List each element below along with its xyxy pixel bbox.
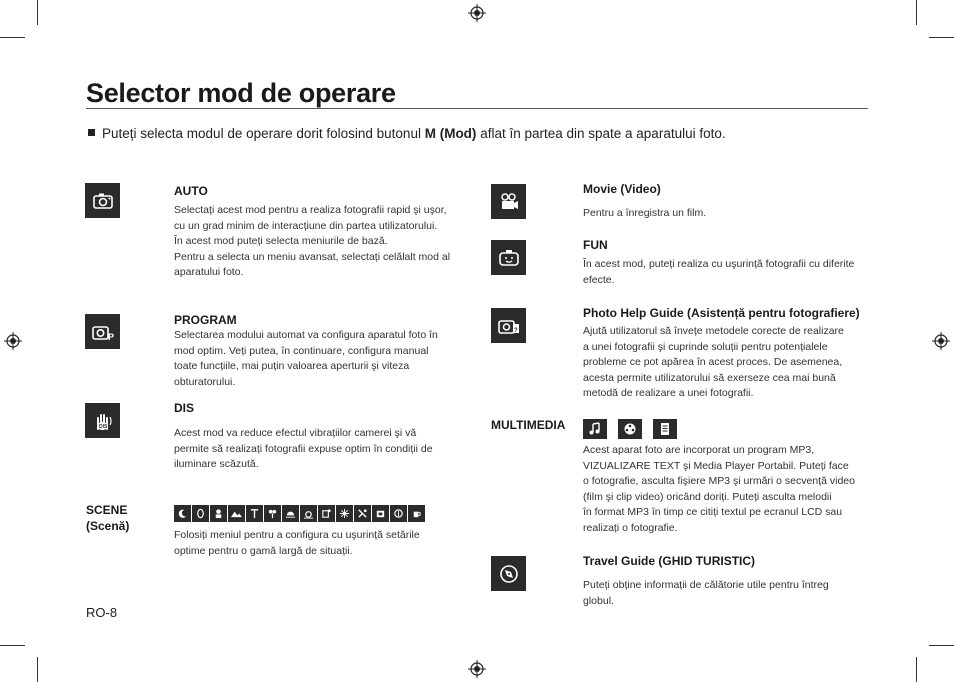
crop-mark [37,657,38,682]
desc-line: metodă de realizare a unei fotografii. [583,387,754,400]
scene-heading-line: (Scenă) [86,519,130,533]
camera-auto-icon [85,183,120,218]
desc-line: realizați o fotografie. [583,521,678,534]
food-icon [390,505,407,522]
intro-bold: M (Mod) [424,126,477,141]
desc-line: aparatului foto. [174,266,244,279]
auto-description [174,203,470,281]
travel-heading: Travel Guide (GHID TURISTIC) [583,554,756,568]
scene-heading [86,502,129,534]
photo-help-description [583,324,879,402]
dis-hand-icon [85,403,120,438]
travel-description [583,578,879,609]
crop-mark [916,0,917,25]
crop-mark [929,37,954,38]
crop-mark [0,37,25,38]
text-icon [246,505,263,522]
crop-mark [929,645,954,646]
cafe-icon [408,505,425,522]
children-icon [210,505,227,522]
movie-description [583,206,879,222]
registration-mark-icon [932,332,950,350]
desc-line: Folosiți meniul pentru a configura cu uşurință setările [174,529,420,541]
dis-heading: DIS [174,401,195,415]
desc-line: acesta permite utilizatorului să exerseze cea mai bună [583,371,836,384]
film-reel-icon [618,419,642,439]
desc-line: în format MP3 în timp ce citiți textul pe ecranul LCD sau [583,506,843,519]
multimedia-heading: MULTIMEDIA [491,418,566,432]
beach-snow-icon [354,505,371,522]
photo-help-icon [491,308,526,343]
music-note-icon [583,419,607,439]
landscape-icon [228,505,245,522]
desc-line: Pentru a înregistra un film. [583,207,707,219]
desc-line: Ajută utilizatorul să învețe metodele corecte de realizare [583,325,844,337]
crop-mark [916,657,917,682]
camera-program-icon [85,314,120,349]
intro-before: Puteți selecta modul de operare dorit folosind butonul [102,126,425,141]
dawn-icon [300,505,317,522]
desc-line: mod optim. Veți putea, în continuare, configura manual [174,344,429,357]
compass-icon [491,556,526,591]
scene-description [174,528,470,559]
fun-face-icon [491,240,526,275]
svg-text:DIS: DIS [98,423,107,430]
self-shot-icon [372,505,389,522]
fun-description [583,257,879,288]
crop-mark [0,645,25,646]
bullet-square-icon [88,129,95,136]
crop-mark [37,0,38,25]
desc-line: obturatorului. [174,375,236,388]
scene-icon-strip [174,505,425,522]
desc-line: permite să realizați fotografii expuse optim în condiții de [174,442,433,455]
program-description [174,328,470,390]
intro-text [88,126,726,141]
desc-line: Acest mod va reduce efectul vibrațiilor camerei şi vă [174,427,417,439]
intro-after: aflat în partea din spate a aparatului foto. [476,126,726,141]
desc-line: iluminare scăzută. [174,458,259,471]
movie-camera-icon [491,184,526,219]
portrait-icon [192,505,209,522]
title-rule [86,108,868,109]
svg-text:?: ? [513,327,518,334]
text-document-icon [653,419,677,439]
multimedia-description [583,443,879,537]
desc-line: Puteți obține informații de călătorie utile pentru întreg [583,579,829,591]
closeup-icon [264,505,281,522]
desc-line: Pentru a selecta un meniu avansat, selectați celălalt mod al [174,250,451,263]
sunset-icon [282,505,299,522]
fireworks-icon [336,505,353,522]
desc-line: probleme ce pot apărea în acest proces. De asemenea, [583,356,843,369]
multimedia-icon-strip [583,419,677,439]
page-title: Selector mod de operare [86,78,396,108]
desc-line: (film şi clip video) oricând doriți. Puteți asculta melodii [583,490,832,503]
fun-heading: FUN [583,238,608,252]
registration-mark-icon [4,332,22,350]
desc-line: cu un grad minim de interacțiune din partea utilizatorului. [174,219,438,232]
svg-text:P: P [107,331,114,342]
desc-line: a unei fotografii şi cuprinde soluții pentru potențialele [583,340,828,353]
scene-heading-line: SCENE [86,503,128,517]
program-heading: PROGRAM [174,313,237,327]
desc-line: globul. [583,594,614,607]
auto-heading: AUTO [174,184,208,198]
movie-heading: Movie (Video) [583,182,661,196]
registration-mark-icon [468,660,486,678]
desc-line: efecte. [583,273,615,286]
desc-line: Selectarea modului automat va configura aparatul foto în [174,329,438,341]
desc-line: optime pentru o gamă largă de situații. [174,544,353,557]
desc-line: VIZUALIZARE TEXT şi Media Player Portabil. Puteți face [583,459,849,472]
dis-description [174,426,470,473]
desc-line: Selectați acest mod pentru a realiza fotografii rapid şi uşor, [174,204,447,216]
backlight-icon [318,505,335,522]
photo-help-heading: Photo Help Guide (Asistență pentru fotografiere) [583,306,860,320]
desc-line: În acest mod puteți selecta meniurile de bază. [174,235,388,248]
page-number: RO-8 [86,605,118,620]
desc-line: Acest aparat foto are incorporat un program MP3, [583,444,815,456]
desc-line: În acest mod, puteți realiza cu uşurință fotografii cu diferite [583,258,855,270]
desc-line: o fotografie, asculta fişiere MP3 şi urmări o secvență video [583,475,855,488]
registration-mark-icon [468,4,486,22]
night-icon [174,505,191,522]
desc-line: toate funcțiile, mai puțin valoarea aperturii şi viteza [174,360,410,373]
